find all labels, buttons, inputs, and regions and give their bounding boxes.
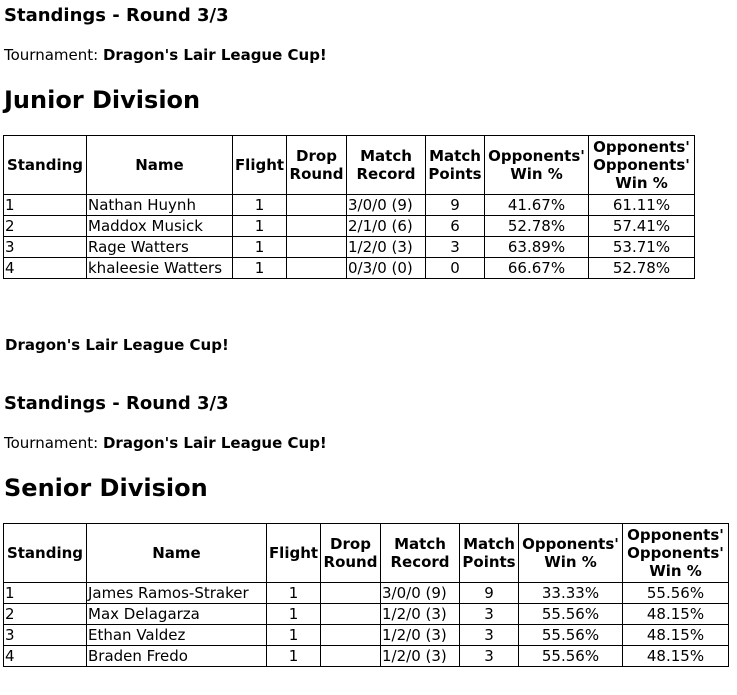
oowp-cell: 48.15%	[623, 604, 729, 625]
table-row	[4, 237, 695, 258]
col-flight: Flight	[267, 524, 321, 583]
standings-table-senior	[3, 523, 729, 667]
table-row	[4, 604, 729, 625]
owp-cell: 63.89%	[485, 237, 589, 258]
player-name-cell: James Ramos-Straker	[87, 583, 267, 604]
table-row	[4, 646, 729, 667]
flight-cell: 1	[233, 195, 287, 216]
oowp-cell: 48.15%	[623, 646, 729, 667]
player-name-cell: Maddox Musick	[87, 216, 233, 237]
table-row	[4, 258, 695, 279]
owp-cell: 66.67%	[485, 258, 589, 279]
table-row	[4, 625, 729, 646]
match-points-cell: 6	[426, 216, 485, 237]
standing-cell: 1	[4, 195, 87, 216]
match-points-cell: 9	[426, 195, 485, 216]
division-title-junior: Junior Division	[4, 86, 201, 114]
standings-heading-junior: Standings - Round 3/3	[4, 5, 229, 26]
match-points-cell: 3	[460, 604, 519, 625]
col-opponents-win: Opponents' Win %	[519, 524, 623, 583]
match-points-cell: 3	[460, 646, 519, 667]
match-points-cell: 3	[426, 237, 485, 258]
oowp-cell: 55.56%	[623, 583, 729, 604]
owp-cell: 41.67%	[485, 195, 589, 216]
col-match-points: Match Points	[460, 524, 519, 583]
col-match-record: Match Record	[381, 524, 460, 583]
col-name: Name	[87, 136, 233, 195]
owp-cell: 55.56%	[519, 646, 623, 667]
match-points-cell: 9	[460, 583, 519, 604]
flight-cell: 1	[267, 625, 321, 646]
flight-cell: 1	[233, 258, 287, 279]
player-name-cell: Ethan Valdez	[87, 625, 267, 646]
match-record-cell: 1/2/0 (3)	[381, 646, 460, 667]
match-record-cell: 3/0/0 (9)	[347, 195, 426, 216]
flight-cell: 1	[267, 583, 321, 604]
drop-round-cell	[321, 604, 381, 625]
drop-round-cell	[287, 216, 347, 237]
table-header-row	[4, 136, 695, 195]
drop-round-cell	[287, 195, 347, 216]
owp-cell: 55.56%	[519, 604, 623, 625]
tournament-label: Tournament:	[4, 46, 99, 64]
standing-cell: 2	[4, 604, 87, 625]
match-record-cell: 2/1/0 (6)	[347, 216, 426, 237]
standing-cell: 3	[4, 625, 87, 646]
owp-cell: 33.33%	[519, 583, 623, 604]
match-points-cell: 0	[426, 258, 485, 279]
tournament-label: Tournament:	[4, 434, 99, 452]
tournament-line-junior	[4, 46, 327, 64]
table-row	[4, 583, 729, 604]
standings-heading-senior: Standings - Round 3/3	[4, 393, 229, 414]
drop-round-cell	[321, 625, 381, 646]
standing-cell: 4	[4, 258, 87, 279]
col-drop-round: Drop Round	[287, 136, 347, 195]
player-name-cell: Braden Fredo	[87, 646, 267, 667]
col-opponents-win: Opponents' Win %	[485, 136, 589, 195]
standing-cell: 1	[4, 583, 87, 604]
match-record-cell: 1/2/0 (3)	[381, 625, 460, 646]
player-name-cell: khaleesie Watters	[87, 258, 233, 279]
table-row	[4, 216, 695, 237]
tournament-name: Dragon's Lair League Cup!	[102, 46, 327, 64]
table-header-row	[4, 524, 729, 583]
standing-cell: 2	[4, 216, 87, 237]
standing-cell: 4	[4, 646, 87, 667]
flight-cell: 1	[267, 646, 321, 667]
col-drop-round: Drop Round	[321, 524, 381, 583]
oowp-cell: 48.15%	[623, 625, 729, 646]
tournament-name: Dragon's Lair League Cup!	[102, 434, 327, 452]
col-match-record: Match Record	[347, 136, 426, 195]
oowp-cell: 61.11%	[589, 195, 695, 216]
flight-cell: 1	[233, 237, 287, 258]
standings-table-junior	[3, 135, 695, 279]
owp-cell: 55.56%	[519, 625, 623, 646]
match-record-cell: 1/2/0 (3)	[381, 604, 460, 625]
division-title-senior: Senior Division	[4, 474, 208, 502]
player-name-cell: Rage Watters	[87, 237, 233, 258]
player-name-cell: Nathan Huynh	[87, 195, 233, 216]
col-flight: Flight	[233, 136, 287, 195]
oowp-cell: 57.41%	[589, 216, 695, 237]
drop-round-cell	[321, 583, 381, 604]
drop-round-cell	[287, 237, 347, 258]
col-standing: Standing	[4, 136, 87, 195]
match-points-cell: 3	[460, 625, 519, 646]
table-row	[4, 195, 695, 216]
drop-round-cell	[321, 646, 381, 667]
col-name: Name	[87, 524, 267, 583]
col-opp-opp-win: Opponents' Opponents' Win %	[589, 136, 695, 195]
match-record-cell: 3/0/0 (9)	[381, 583, 460, 604]
flight-cell: 1	[267, 604, 321, 625]
col-standing: Standing	[4, 524, 87, 583]
oowp-cell: 52.78%	[589, 258, 695, 279]
col-opp-opp-win: Opponents' Opponents' Win %	[623, 524, 729, 583]
owp-cell: 52.78%	[485, 216, 589, 237]
match-record-cell: 0/3/0 (0)	[347, 258, 426, 279]
oowp-cell: 53.71%	[589, 237, 695, 258]
flight-cell: 1	[233, 216, 287, 237]
footer-tournament-name: Dragon's Lair League Cup!	[5, 336, 229, 354]
standing-cell: 3	[4, 237, 87, 258]
drop-round-cell	[287, 258, 347, 279]
match-record-cell: 1/2/0 (3)	[347, 237, 426, 258]
player-name-cell: Max Delagarza	[87, 604, 267, 625]
col-match-points: Match Points	[426, 136, 485, 195]
tournament-line-senior	[4, 434, 327, 452]
